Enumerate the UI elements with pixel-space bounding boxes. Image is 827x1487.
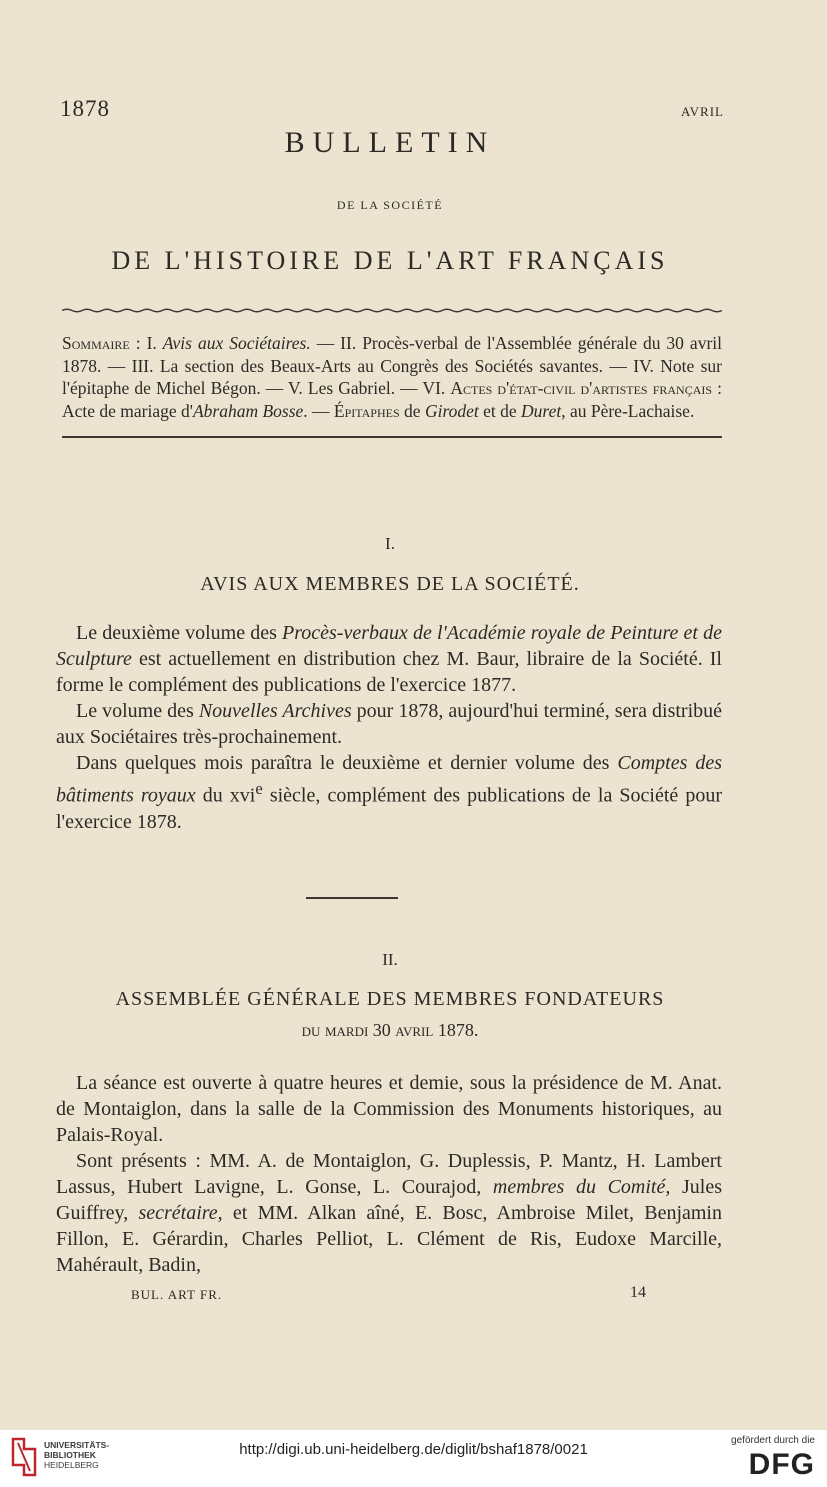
sommaire-italic: Duret	[521, 400, 562, 421]
text: Le volume des	[76, 700, 199, 722]
text: Sont présents : MM. A. de Montaiglon, G. Duplessis, P. Mantz, H. Lambert Lassus, Hubert Lavigne, L. Gonse, L. Courajod,	[56, 1150, 722, 1198]
permalink-url[interactable]: http://digi.ub.uni-heidelberg.de/diglit/bshaf1878/0021	[239, 1441, 588, 1458]
header-month: AVRIL	[680, 104, 724, 119]
section2-body	[56, 1070, 722, 1278]
funded-by-label: gefördert durch die	[731, 1435, 815, 1446]
section1-body	[56, 620, 722, 835]
text: Jules Guiffrey,	[56, 1176, 723, 1224]
sommaire-text: — II. Procès-verbal de l'Assemblée générale du 30 avril 1878. — III. La section des Beaux-Arts au Congrès des Sociétés savantes. — IV. Note sur l'épitaphe de Michel Bégon. — V. Les Gabriel. — VI.	[62, 333, 722, 398]
sommaire-text: . —	[303, 400, 334, 421]
paragraph: La séance est ouverte à quatre heures et demie, sous la présidence de M. Anat. de Montaiglon, dans la salle de la Commission des Monuments historiques, au Palais-Royal.	[56, 1072, 722, 1146]
section-title: AVIS AUX MEMBRES DE LA SOCIÉTÉ.	[200, 573, 580, 595]
italic-text: membres du Comité,	[492, 1176, 671, 1198]
text: , et MM. Alkan aîné, E. Bosc, Ambroise Milet, Benjamin Fillon, E. Gérardin, Charles Pelliot, L. Clément de Ris, Eudoxe Marcille, Mahérault, Badin,	[56, 1202, 722, 1276]
university-line: UNIVERSITÄTS-	[44, 1440, 110, 1450]
section-number: I.	[385, 534, 395, 553]
ornamental-rule	[62, 308, 722, 313]
sommaire-text: et de	[478, 400, 522, 421]
text: Dans quelques mois paraîtra le deuxième et dernier volume des	[76, 752, 618, 774]
sommaire-smallcaps: Actes d'état-civil d'artistes français	[450, 378, 713, 398]
journal-subtitle-large: DE L'HISTOIRE DE L'ART FRANÇAIS	[111, 246, 669, 275]
page-number: 14	[630, 1284, 646, 1301]
sommaire-text: , au Père-Lachaise.	[561, 400, 695, 421]
section-number: II.	[382, 950, 398, 969]
header-year: 1878	[60, 96, 110, 121]
section-title: ASSEMBLÉE GÉNÉRALE DES MEMBRES FONDATEURS	[115, 988, 665, 1010]
university-line: BIBLIOTHEK	[44, 1450, 96, 1460]
sommaire-label: Sommaire	[62, 333, 130, 353]
journal-title: BULLETIN	[284, 126, 496, 159]
text: siècle, complément des publications de la Société pour l'exercice 1878.	[56, 784, 722, 833]
sommaire-text: de	[399, 400, 425, 421]
short-divider	[306, 897, 398, 899]
sommaire-italic: Avis aux Sociétaires.	[162, 333, 311, 353]
paragraph	[56, 750, 722, 835]
table-of-contents	[62, 332, 722, 422]
sommaire-italic: Girodet	[424, 400, 479, 421]
paragraph	[56, 698, 722, 750]
text: est actuellement en distribution chez M. Baur, libraire de la Société. Il forme le complément des publications de l'exercice 1877.	[56, 648, 722, 696]
text: du xvi	[195, 784, 256, 807]
paragraph	[56, 1148, 722, 1278]
superscript: e	[255, 779, 263, 798]
text: Le deuxième volume des	[76, 622, 282, 644]
text: pour 1878, aujourd'hui terminé, sera distribué aux Sociétaires très-prochainement.	[56, 700, 723, 748]
italic-text: Procès-verbaux de l'Académie royale de Peinture et de Sculpture	[56, 622, 722, 670]
italic-text: Nouvelles Archives	[198, 700, 352, 722]
sommaire-text: : I.	[129, 333, 163, 353]
viewer-bar	[0, 1430, 827, 1487]
paragraph	[56, 620, 722, 698]
sommaire-smallcaps: Épitaphes	[333, 400, 400, 421]
journal-subtitle-small: DE LA SOCIÉTÉ	[336, 198, 444, 212]
university-line: HEIDELBERG	[44, 1460, 99, 1470]
dfg-logo: DFG	[748, 1448, 815, 1481]
sommaire-text: : Acte de mariage d'	[62, 378, 722, 421]
italic-text: secrétaire	[138, 1202, 218, 1224]
sommaire-italic: Abraham Bosse	[192, 400, 304, 421]
section-divider	[62, 436, 722, 438]
meeting-date: du mardi 30 avril 1878.	[301, 1020, 479, 1040]
signature-mark: BUL. ART FR.	[131, 1287, 223, 1302]
italic-text: Comptes des bâtiments royaux	[56, 752, 722, 807]
